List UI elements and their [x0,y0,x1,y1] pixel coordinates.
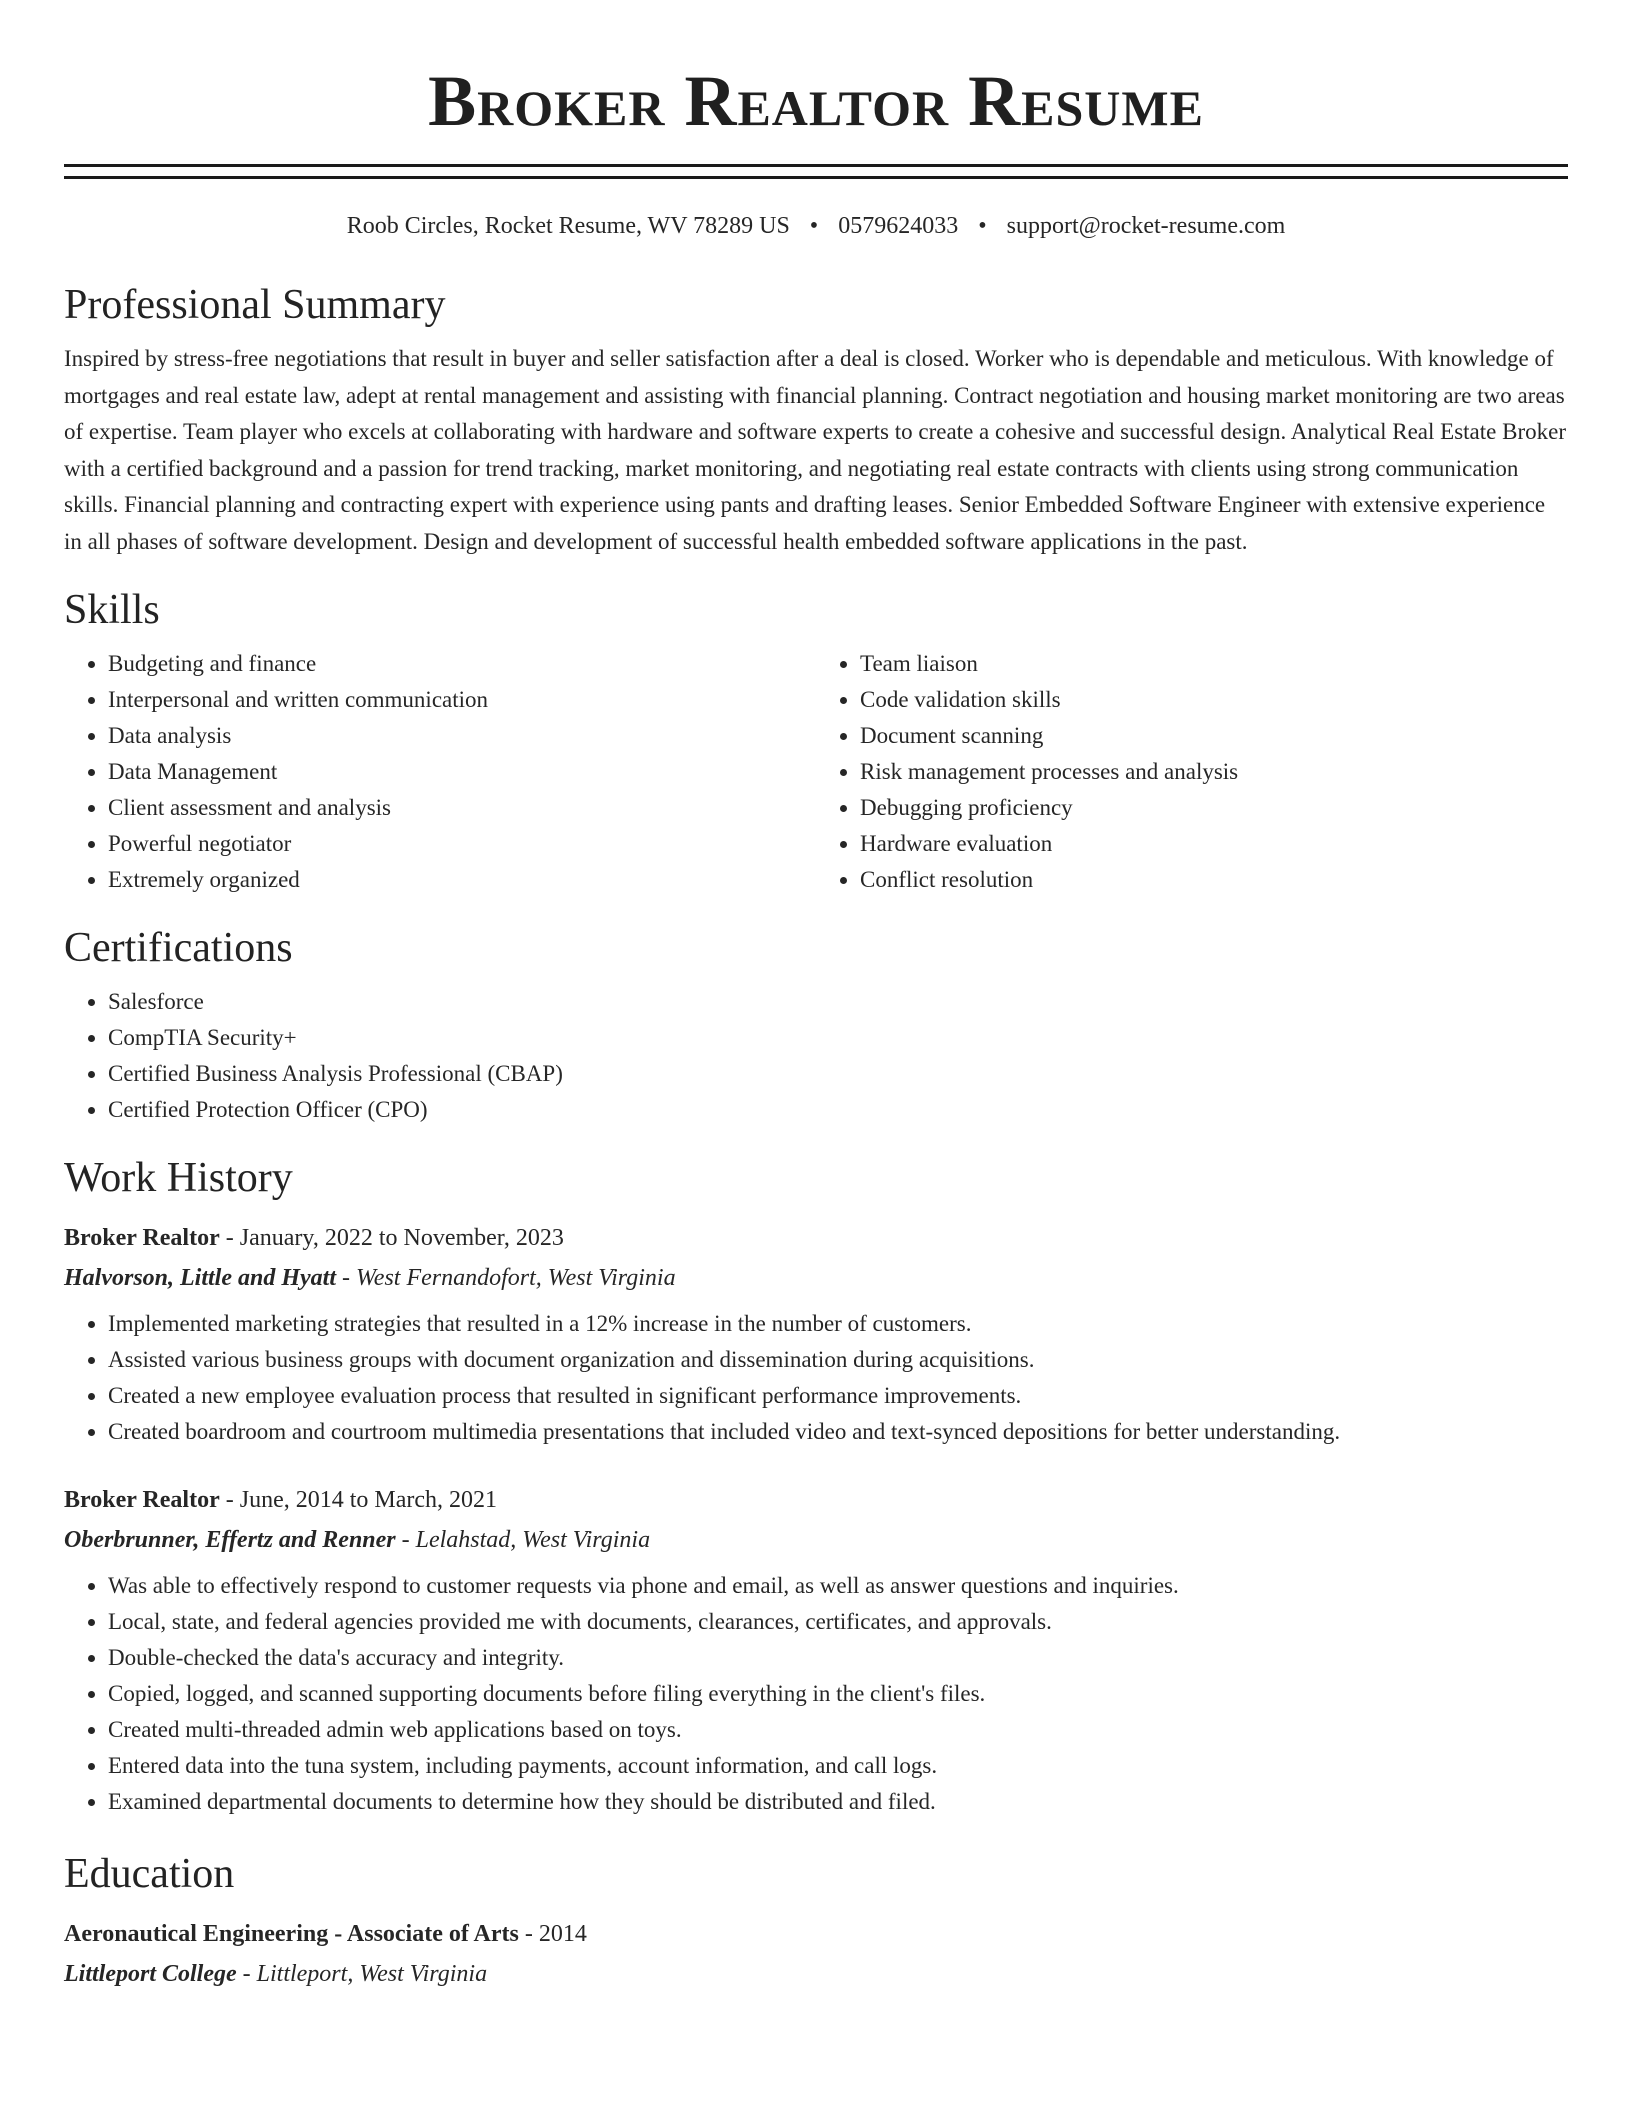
job-header [64,1218,1568,1258]
skill-item: • Hardware evaluation [860,826,1568,862]
summary-text: Inspired by stress-free negotiations that result in buyer and seller satisfaction after a deal is closed. Worker who is dependable and meticulous. With knowledge of mortgages and real estate law, adept at rental management and assisting with financial planning. Contract negotiation and housing market monitoring are two areas of expertise. Team player who excels at collaborating with hardware and software experts to create a cohesive and successful design. Analytical Real Estate Broker with a certified background and a passion for trend tracking, market monitoring, and negotiating real estate contracts with clients using strong communication skills. Financial planning and contracting expert with experience using pants and drafting leases. Senior Embedded Software Engineer with extensive experience in all phases of software development. Design and development of successful health embedded software applications in the past. [64,346,1566,554]
job-duty: • Entered data into the tuna system, including payments, account information, and call logs. [108,1748,1568,1784]
job-entry [64,1480,1568,1820]
skills-list-left [64,646,816,898]
skill-item: • Extremely organized [108,862,816,898]
certification-item: • Salesforce [108,984,1568,1020]
skill-item: • Data Management [108,754,816,790]
job-dates: - January, 2022 to November, 2023 [219,1225,564,1251]
job-location: - West Fernandofort, West Virginia [336,1265,676,1291]
job-duty: • Created a new employee evaluation process that resulted in significant performance improvements. [108,1378,1568,1414]
education-school: Littleport College [64,1961,237,1987]
job-duty: • Created multi-threaded admin web applications based on toys. [108,1712,1568,1748]
job-duty: • Was able to effectively respond to customer requests via phone and email, as well as answer questions and inquiries. [108,1568,1568,1604]
skills-columns [64,646,1568,898]
skill-item: • Data analysis [108,718,816,754]
job-duty: • Local, state, and federal agencies provided me with documents, clearances, certificates, and approvals. [108,1604,1568,1640]
skill-item: • Client assessment and analysis [108,790,816,826]
job-company: Oberbrunner, Effertz and Renner [64,1527,396,1553]
education-header [64,1914,1568,1954]
education-location: - Littleport, West Virginia [236,1961,488,1987]
skill-item: • Powerful negotiator [108,826,816,862]
education-heading: Education [64,1851,235,1897]
job-duties-list [64,1568,1568,1820]
job-entry [64,1218,1568,1450]
contact-email: support@rocket-resume.com [1006,213,1286,239]
job-company-line [64,1258,1568,1298]
contact-address: Roob Circles, Rocket Resume, WV 78289 US [346,213,790,239]
skill-item: • Debugging proficiency [860,790,1568,826]
skills-heading: Skills [64,587,160,633]
job-duty: • Implemented marketing strategies that resulted in a 12% increase in the number of customers. [108,1306,1568,1342]
education-degree: Aeronautical Engineering - Associate of Arts [64,1921,519,1947]
job-role: Broker Realtor [64,1487,220,1513]
certification-item: • Certified Protection Officer (CPO) [108,1092,1568,1128]
skill-item: • Budgeting and finance [108,646,816,682]
bullet-separator: • [978,213,987,239]
job-duty: • Copied, logged, and scanned supporting documents before filing everything in the client's files. [108,1676,1568,1712]
job-company: Halvorson, Little and Hyatt [64,1265,337,1291]
skill-item: • Conflict resolution [860,862,1568,898]
job-header [64,1480,1568,1520]
skill-item: • Interpersonal and written communication [108,682,816,718]
skill-item: • Code validation skills [860,682,1568,718]
job-dates: - June, 2014 to March, 2021 [219,1487,498,1513]
job-duty: • Assisted various business groups with document organization and dissemination during acquisitions. [108,1342,1568,1378]
title-double-rule [64,164,1568,179]
summary-heading: Professional Summary [64,282,446,328]
job-duty: • Created boardroom and courtroom multimedia presentations that included video and text-synced depositions for better understanding. [108,1414,1568,1450]
education-entry [64,1914,1568,1994]
contact-line [64,209,1568,243]
skill-item: • Risk management processes and analysis [860,754,1568,790]
skill-item: • Team liaison [860,646,1568,682]
resume-title: Broker Realtor Resume [428,61,1204,141]
job-duties-list [64,1306,1568,1450]
job-duty: • Double-checked the data's accuracy and integrity. [108,1640,1568,1676]
skills-list-right [816,646,1568,898]
certification-item: • Certified Business Analysis Professional (CBAP) [108,1056,1568,1092]
bullet-separator: • [809,213,819,239]
job-duty: • Examined departmental documents to determine how they should be distributed and filed. [108,1784,1568,1820]
contact-phone: 0579624033 [838,213,959,239]
certifications-list [64,984,1568,1128]
certification-item: • CompTIA Security+ [108,1020,1568,1056]
certifications-heading: Certifications [64,925,293,971]
job-role: Broker Realtor [64,1225,220,1251]
work-history-heading: Work History [64,1155,293,1201]
skill-item: • Document scanning [860,718,1568,754]
job-company-line [64,1520,1568,1560]
education-school-line [64,1954,1568,1994]
education-year: - 2014 [518,1921,587,1947]
job-location: - Lelahstad, West Virginia [395,1527,651,1553]
